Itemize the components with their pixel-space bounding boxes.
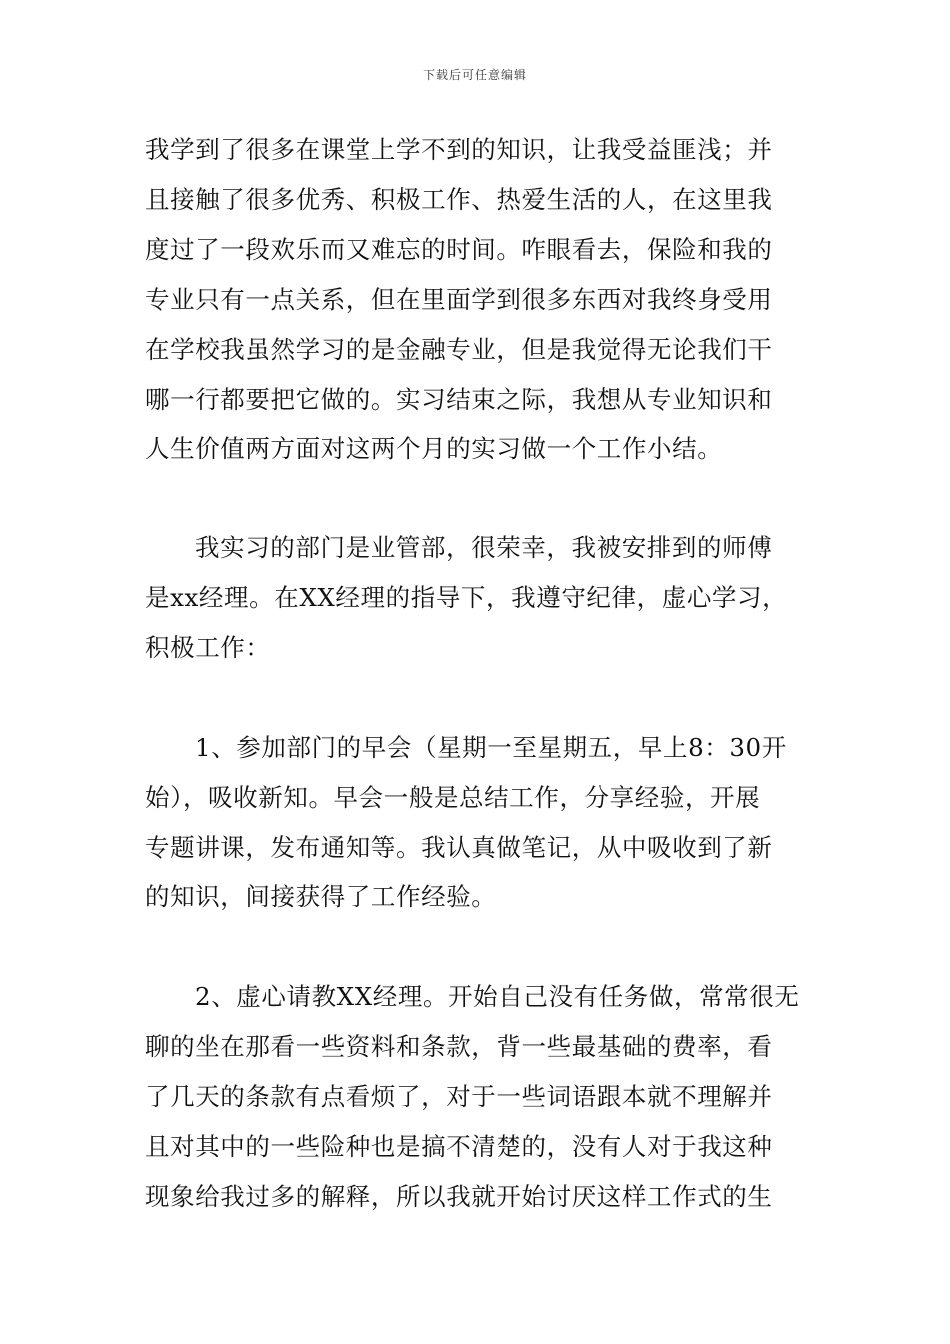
text-line: 的知识，间接获得了工作经验。 <box>145 882 497 911</box>
text-line: 哪一行都要把它做的。实习结束之际，我想从专业知识和 <box>145 385 773 414</box>
text-line: 专业只有一点关系，但在里面学到很多东西对我终身受用 <box>145 285 773 314</box>
text-line: 且对其中的一些险种也是搞不清楚的，没有人对于我这种 <box>145 1132 773 1161</box>
page-header: 下载后可任意编辑 <box>422 68 527 82</box>
text-line: 人生价值两方面对这两个月的实习做一个工作小结。 <box>145 434 723 463</box>
list-item-2-first-line: 2、虚心请教XX经理。开始自己没有任务做，常常很无 <box>195 982 800 1011</box>
text-line: 专题讲课，发布通知等。我认真做笔记，从中吸收到了新 <box>145 833 773 862</box>
text-line: 始），吸收新知。早会一般是总结工作，分享经验，开展 <box>145 783 761 812</box>
text-line: 度过了一段欢乐而又难忘的时间。咋眼看去，保险和我的 <box>145 235 773 264</box>
text-line: 聊的坐在那看一些资料和条款，背一些最基础的费率，看 <box>145 1032 773 1061</box>
list-item-1-first-line: 1、参加部门的早会（星期一至星期五，早上8：30开 <box>195 733 787 762</box>
text-line: 我学到了很多在课堂上学不到的知识，让我受益匪浅；并 <box>145 135 773 164</box>
text-line: 积极工作： <box>145 633 271 662</box>
text-line: 在学校我虽然学习的是金融专业，但是我觉得无论我们干 <box>145 335 773 364</box>
paragraph-first-line: 我实习的部门是业管部，很荣幸，我被安排到的师傅 <box>195 533 773 562</box>
text-line: 现象给我过多的解释，所以我就开始讨厌这样工作式的生 <box>145 1182 773 1211</box>
text-line: 且接触了很多优秀、积极工作、热爱生活的人，在这里我 <box>145 185 773 214</box>
text-line: 了几天的条款有点看烦了，对于一些词语跟本就不理解并 <box>145 1082 773 1111</box>
text-line: 是xx经理。在XX经理的指导下，我遵守纪律，虚心学习， <box>145 583 788 612</box>
